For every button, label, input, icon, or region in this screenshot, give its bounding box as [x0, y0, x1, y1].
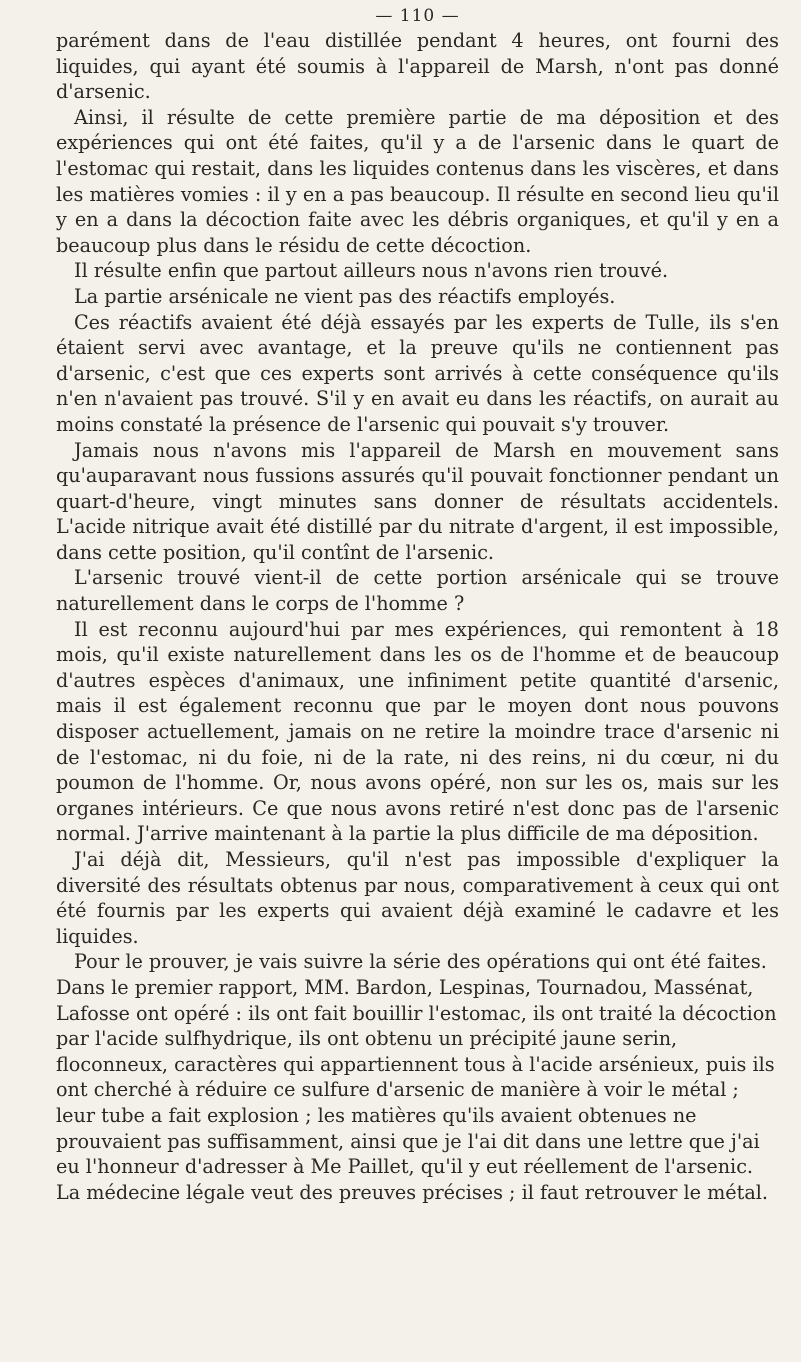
paragraph-marsh-apparatus: Jamais nous n'avons mis l'appareil de Marsh en mouvement sans qu'auparavant nous fussions assurés qu'il pouvait fonctionner pendant un quart-d'heure, vingt minutes sans donner de résultats accidentels. L'acide nitrique avait été distillé par du nitrate d'argent, il est impossible, dans cette position, qu'il contînt de l'arsenic. [56, 438, 779, 564]
paragraph-continuation: parément dans de l'eau distillée pendant 4 heures, ont fourni des liquides, qui ayant été soumis à l'appareil de Marsh, n'ont pas donné d'arsenic. [56, 29, 779, 104]
paragraph-reagents-source: La partie arsénicale ne vient pas des réactifs employés. [74, 284, 616, 308]
paragraph-nothing-elsewhere: Il résulte enfin que partout ailleurs nous n'avons rien trouvé. [74, 259, 669, 283]
paragraph-natural-arsenic-question: L'arsenic trouvé vient-il de cette portion arsénicale qui se trouve naturellement dans le corps de l'homme ? [56, 566, 779, 616]
page-number-header: — 110 — [375, 6, 460, 26]
paragraph-reagents-tested: Ces réactifs avaient été déjà essayés par les experts de Tulle, ils s'en étaient servi avec avantage, et la preuve qu'ils ne contiennent pas d'arsenic, c'est que ces experts sont arrivés à cette conséquence qu'ils n'en n'avaient pas trouvé. S'il y en avait eu dans les réactifs, on aurait au moins constaté la présence de l'arsenic qui pouvait s'y trouver. [56, 310, 779, 436]
paragraph-results-summary: Ainsi, il résulte de cette première partie de ma déposition et des expériences qui ont été faites, qu'il y a de l'arsenic dans le quart de l'estomac qui restait, dans les liquides contenus dans les viscères, et dans les matières vomies : il y en a pas beaucoup. Il résulte en second lieu qu'il y en a dans la décoction faite avec les débris organiques, et qu'il y en a beaucoup plus dans le résidu de cette décoction. [56, 105, 779, 257]
paragraph-diversity-of-results: J'ai déjà dit, Messieurs, qu'il n'est pas impossible d'expliquer la diversité des résultats obtenus par nous, comparativement à ceux qui ont été fournis par les experts qui avaient déjà examiné le cadavre et les liquides. [56, 848, 779, 948]
paragraph-first-report-operations: Pour le prouver, je vais suivre la série des opérations qui ont été faites. Dans le premier rapport, MM. Bardon, Lespinas, Tournadou, Massénat, Lafosse ont opéré : ils ont fait bouillir l'estomac, ils ont traité la décoction par l'acide sulfhydrique, ils ont obtenu un précipité jaune serin, floconneux, caractères qui appartiennent tous à l'acide arsénieux, puis ils ont cherché à réduire ce sulfure d'arsenic de manière à voir le métal ; leur tube a fait explosion ; les matières qu'ils avaient obtenues ne prouvaient pas suffisamment, ainsi que je l'ai dit dans une lettre que j'ai eu l'honneur d'adresser à Me Paillet, qu'il y eut réellement de l'arsenic. La médecine légale veut des preuves précises ; il faut retrouver le métal. [56, 950, 777, 1204]
paragraph-normal-arsenic: Il est reconnu aujourd'hui par mes expériences, qui remontent à 18 mois, qu'il existe naturellement dans les os de l'homme et de beaucoup d'autres espèces d'animaux, une infiniment petite quantité d'arsenic, mais il est également reconnu que par le moyen dont nous pouvons disposer actuellement, jamais on ne retire la moindre trace d'arsenic ni de l'estomac, ni du foie, ni de la rate, ni des reins, ni du cœur, ni du poumon de l'homme. Or, nous avons opéré, non sur les os, mais sur les organes intérieurs. Ce que nous avons retiré n'est donc pas de l'arsenic normal. J'arrive maintenant à la partie la plus difficile de ma déposition. [56, 617, 779, 846]
